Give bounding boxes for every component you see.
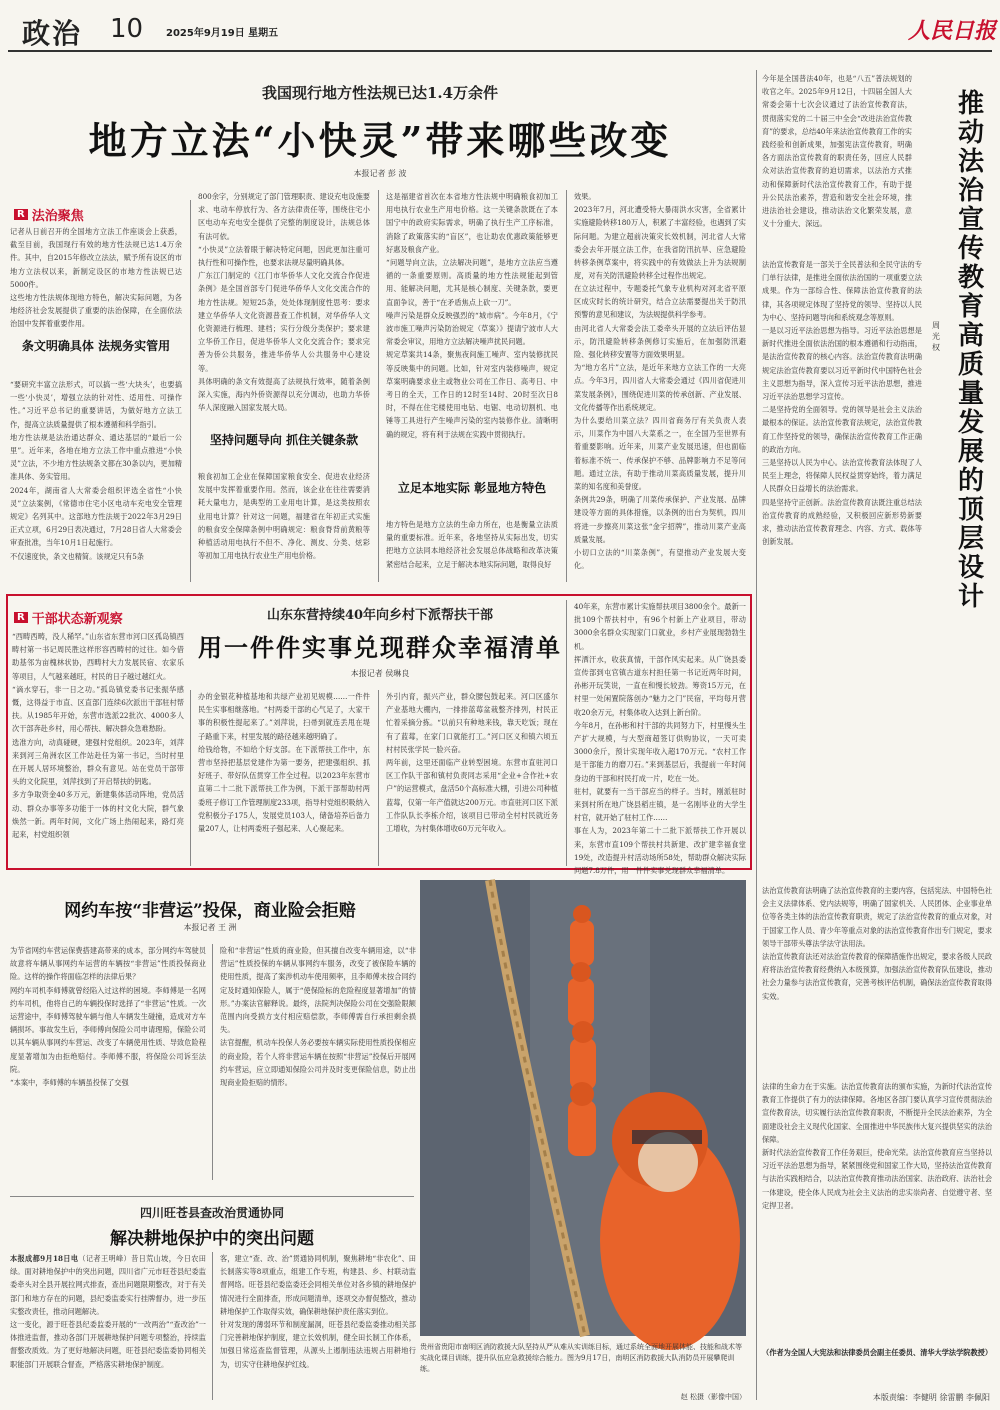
divider (378, 690, 379, 866)
article2-col4-text: 40年来，东营市累计实施帮扶项目3800余个。最新一批109个帮扶村中，有96个村新上产业项目，带动3000余名群众实现家门口就业，乡村产业展现勃勃生机。 挥洒汗水，收获真情，干部作风实起来。从广饶县委宣传部到屯官镇古道东村担任第一书记近两年时间，孙彬开玩笑说，一直在和慢长较劲。筹资15万元，在村里一处闲置院落创办“魅力之门”民宿，平均每月营收20余万元，村集体收入达到上新台阶。 今年8月，在孙彬和村干部的共同努力下，村里慢头生产扩大规模，与大型商超签订供购协议，一天可卖3000余斤，预计实现年收入超170万元。“农村工作是干部能力的磨刀石。”来到基层后，我提前一年时间身边的干部和村民打成一片，吃在一处。 驻村，就要有一当干部应当的样子。当时，刚派驻时来到村所在地广饶县稻庄镇，是一名刚毕业的大学生村官，就开始了驻村工作…… 事在人为，2023年第二十二批下派帮扶工作开展以来，东营市直109个帮扶村共新建、改扩建幸福食堂19处，改造提升村活动场所58处，帮助群众解决实际问题7.8万件，用一件件实事兑现群众幸福清单。 (574, 602, 746, 876)
masthead-logo: 人民日报 (908, 18, 997, 44)
article1-col1-text: 记者从日前召开的全国地方立法工作座谈会上获悉，截至目前，我国现行有效的地方性法规已达1.4万余件。其中，自2015年修改立法法，赋予所有设区的市地方立法权以来，新制定设区的市地方性法规已达5000件。 这些地方性法规体现地方特色，解决实际问题，为各地经济社会发展提供了重要的法治保障，在全面依法治国中发挥着重要作用。 (10, 227, 182, 329)
article2-kicker: 山东东营持续40年向乡村下派帮扶干部 (266, 608, 494, 623)
article4-lead: 本报成都9月18日电 (10, 1254, 79, 1263)
article1-col1b-text: “要研究丰富立法形式，可以搞一些‘大块头’，也要搞一些‘小快灵’，增强立法的针对性、适用性、可操作性。”习近平总书记的重要讲话，为做好地方立法工作，提高立法质量提供了根本遵循和科学指引。 地方性法规是法治通达群众、通达基层的“最后一公里”。近年来，各地在地方立法工作中重点推进“小快灵”立法，不少地方性法规条文都在30条以内，更加精准具体、务实管用。 2024年，湖南省人大常委会组织评选全省性“小快灵”立法案例，《常德市住宅小区电动车充电安全管理规定》名列其中。这部地方性法规于2022年3月29日正式立项，6月29日表决通过，7月28日省人大常委会审查批准，当年10月1日起施行。 不仅速度快，条文也精简。该规定只有5条 (10, 380, 182, 561)
article1-col3b-text: 地方特色是地方立法的生命力所在，也是衡量立法质量的重要标准。近年来，各地坚持从实际出发，切实把地方立法同本地经济社会发展总体战略和改革决策紧密结合起来，立足于解决本地实际问题，取得良好 (386, 520, 558, 569)
page-editors: 本版责编：李健明 徐雷鹏 李佩阳 (872, 1393, 990, 1402)
divider (212, 944, 213, 1180)
sidebar-col2-text: 法治宣传教育是一部关于全民普法和全民守法的专门单行法律，是推进全面依法治国的一项重要立法成果。作为一部综合性、保障法治宣传教育的法律，其各项规定体现了坚持党的领导、坚持以人民为中心、坚持问题导向和系统观念等原则。 一是以习近平法治思想为指导。习近平法治思想是新时代推进全面依法治国的根本遵循和行动指南，是法治宣传教育的核心内容。法治宣传教育法明确规定法治宣传教育要以习近平新时代中国特色社会主义思想为指导，深入宣传习近平法治思想，推进习近平法治思想学习宣传。 二是坚持党的全面领导。党的领导是社会主义法治最根本的保证。法治宣传教育法规定，法治宣传教育工作坚持党的领导，确保法治宣传教育工作正确的政治方向。 三是坚持以人民为中心。法治宣传教育法体现了人民至上理念，将保障人民权益贯穿始终，着力满足人民群众日益增长的法治需求。 四是坚持守正创新。法治宣传教育法既注重总结法治宣传教育的成熟经验，又积极回应新形势新要求，推动法治宣传教育理念、内容、方式、载体等创新发展。 (762, 260, 922, 547)
article4-lead-source: （记者王明峰） (78, 1254, 132, 1263)
article2-byline: 本报记者 侯琳良 (350, 669, 410, 678)
sidebar-title: 推动法治宣传教育高质量发展的顶层设计 (958, 89, 985, 612)
article1-title: 地方立法“小快灵”带来哪些改变 (88, 118, 672, 163)
photo-credit: 赵 松摄（影像中国） (680, 1393, 746, 1401)
section-name: 政治 (22, 17, 83, 50)
article2-column-label: R 干部状态新观察 (14, 608, 123, 627)
article2-col1-text: “西畴西畴，没人稀罕。”山东省东营市河口区孤岛镇西畴村第一书记周民胜这样形容西畴村的过往。如今借助基邻为亩槐林状协，西畴村大力发展民宿、农家乐等项目，人气越来越旺，村民的日子越过越红火。 “滴水穿石，非一日之功。”孤岛镇党委书记张振华感慨，这得益于市直、区直部门连续6次派出干部驻村帮扶。从1985年开始，东营市选派22批次、4000多人次干部奔赴乡村，用心帮扶、解决群众急难愁盼。 选准方向，动真碰硬，建强村党组织。2023年，刘萍来到河三角洲农区工作站赴任为第一书记，当时村里在开展人居环境整治，群众有意见。站在党员干部带头的文化院里，刘萍找到了开启帮扶的钥匙。 多方争取资金40多万元，新建集体活动阵地，党员活动、群众办事等多功能于一体的村文化大院，群气象焕然一新。两年时间，文化广场上热闹起来，路灯亮起来，村党组织领 (12, 632, 184, 840)
divider (212, 1252, 213, 1400)
article1-col4b-text: 在立法过程中，专题委托气象专业机构对河北省平原区成灾时长的统计研究，结合立法需要提出关于防汛预警的意见和建议，为法规提供科学参考。 由河北省人大常委会法工委牵头开展的立法后评估显示，防汛避险转移条例修订实施后，在加强防汛避险、强化转移安置等方面效果明显。 为“地方名片”立法，是近年来地方立法工作的一大亮点。今年3月，四川省人大常委会通过《四川省促进川菜发展条例》，围绕促进川菜的传承创新、产业发展、文化传播等作出系统规定。 为什么要给川菜立法？四川省商务厅有关负责人表示，川菜作为中国八大菜系之一，在全国乃至世界有着重要影响。近年来，川菜产业发展迅速，但也面临着标准不统一、传承保护不够、品牌影响力不足等问题。通过立法，有助于推动川菜高质量发展，提升川菜的知名度和美誉度。 条例共29条，明确了川菜传承保护、产业发展、品牌建设等方面的具体措施，以条例的出台为契机，四川将进一步擦亮川菜这张“金字招牌”，推动川菜产业高质量发展。 小切口立法的“川菜条例”，有望推动产业发展大变化。 (574, 284, 746, 571)
sidebar-col3-text: 法治宣传教育法明确了法治宣传教育的主要内容，包括宪法、中国特色社会主义法律体系、党内法规等，明确了国家机关、人民团体、企业事业单位等各类主体的法治宣传教育职责，规定了法治宣传教育的重点对象，对于国家工作人员、青少年等重点对象的法治宣传教育作出专门规定，要求领导干部带头尊法学法守法用法。 法治宣传教育法还对法治宣传教育的保障措施作出规定，要求各级人民政府将法治宣传教育经费纳入本级预算，加强法治宣传教育队伍建设，推动社会力量参与法治宣传教育，完善考核评估机制，确保法治宣传教育取得实效。 (762, 886, 993, 1001)
sidebar-col1-text: 今年是全国普法40年，也是“八五”普法规划的收官之年。2025年9月12日，十四届全国人大常委会第十七次会议通过了法治宣传教育法，贯彻落实党的二十届三中全会“改进法治宣传教育”的要求，总结40年来法治宣传教育工作的实践经验和创新成果，加强宪法宣传教育，明确各方面法治宣传教育的职责任务，回应人民群众对法治宣传教育的迫切需求，以法治方式推动和保障新时代法治宣传教育工作，有助于提升公民法治素养，营造和谐安全社会环境，推进法治社会建设，推动法治文化繁荣发展，意义十分重大、深远。 (762, 74, 912, 229)
article3-col2-text: 险和“非营运”性质的商业险，但其擅自改变车辆用途，以“非营运”性质投保的车辆从事网约车服务，改变了被保险车辆的使用性质，提高了案涉机动车使用频率，且李师傅未按合同约定及时通知保险人，属于“使保险标的危险程度显著增加”的情形。”办案法官解释说。最终，法院判决保险公司在交强险限额范围内向受损方支付相应赔偿款，李师傅需自行承担剩余损失。 法官提醒，机动车投保人务必要按车辆实际使用性质投保相应的商业险，若个人将非营运车辆在按照“非营运”投保后开展网约车营运，应立即通知保险公司并及时变更保险信息，防止出现商业险拒赔的情形。 (220, 946, 416, 1088)
article4-col1 (10, 1252, 206, 1400)
article4-col2-text: 客，建立“查、改、治”贯通协同机制，聚焦耕地“非农化”、田长制落实等8项重点，组建工作专班，构建县、乡、村联动监督网络。旺苍县纪委监委还会同相关单位对各乡镇的耕地保护情况进行全面排查，形成问题清单，逐项交办督促整改，推动耕地保护工作取得实效，确保耕地保护责任落实到位。 针对发现的薄弱环节和制度漏洞，旺苍县纪委监委推动相关部门完善耕地保护制度，建立长效机制，健全田长制工作体系，加强日常巡查监督管理，从源头上遏制违法违规占用耕地行为，切实守住耕地保护红线。 (220, 1254, 416, 1369)
divider (756, 70, 757, 1400)
column-logo-icon: R (14, 209, 28, 220)
article1-byline: 本报记者 彭 波 (353, 169, 407, 178)
article1-col2b-text: 粮食初加工企业在保障国家粮食安全、促进农业经济发展中发挥着重要作用。然而，该企业在往往需要消耗大量电力，是典型的工业用电计算，是这类按照农业用电计算？针对这一问题，福建省在年初正式实施的粮食安全保障条例中明确规定：粮食脊背前黄粮等种植活动用电执行不但不、净化、测皮、分类、炫彩等初加工用电执行农业生产用电价格。 (198, 472, 370, 561)
article1-col3-text: 这是福建省首次在本省地方性法规中明确粮食初加工用电执行农业生产用电价格。这一关键条款既在了本国宁中的政府实际需求，明确了执行生产工序标准，消除了政策落实的“盲区”，也让助农优惠政策能够更好惠及粮食产业。 “问题导向立法，立法解决问题”，是地方立法应当遵循的一条重要原则。高质量的地方性法规能起到管用、能解决问题，尤其是核心制度、关键条款，要更直面争议，善于“在矛盾焦点上砍一刀”。 噪声污染是群众反映强烈的“城市病”。今年8月，《宁波市施工噪声污染防治规定（草案）》提请宁波市人大常委会审议，用地方立法解决噪声扰民问题。 规定草案共14条，聚焦夜间施工噪声、室内装修扰民等反映集中的问题。比如，针对室内装修噪声，规定草案明确要求业主或物业公司在工作日、高考日、中考日的全天，工作日的12时至14时、20时至次日8时，不得在住宅楼使用电钻、电锯、电动切割机、电锤等工具进行产生噪声污染的室内装修作业。清晰明确的规定，将有利于法规在实践中贯彻执行。 (386, 192, 558, 439)
column-logo-icon: R (14, 612, 28, 623)
article3-title: 网约车按“非营运”投保，商业险会拒赔 (64, 901, 356, 921)
article1-kicker: 我国现行地方性法规已达1.4万余件 (261, 84, 499, 102)
sidebar-author: 周光权 (932, 321, 940, 352)
photo-caption: 贵州省贵阳市南明区消防救援大队坚持从严从难从实训练目标，通过系统全面地开展体能、技能和战术等实战化课目训练，提升队伍应急救援综合能力。图为9月17日，南明区消防救援大队消防员开展攀爬训练。 (420, 1343, 742, 1373)
article1-subhead3: 立足本地实际 彰显地方特色 (397, 481, 547, 495)
divider (190, 690, 191, 866)
divider (378, 190, 379, 582)
article2-title: 用一件件实事兑现群众幸福清单 (198, 633, 562, 662)
article1-col4-text: 效果。 2023年7月，河北遭受特大暴雨洪水灾害，全省累计实施避险转移180万人，积累了丰富经验，也遇到了实际问题。为建立超前决策灾长效机制，河北省人大常委会去年开展立法工作，在我省防汛抗旱、应急避险转移条例草案中，将实践中的有效做法上升为法规制度，对有关防汛避险转移全过程作出规定。 (574, 192, 746, 281)
divider (566, 190, 567, 582)
article4-title: 解决耕地保护中的突出问题 (110, 1229, 314, 1249)
article4-kicker: 四川旺苍县查改治贯通协同 (139, 1206, 284, 1220)
news-photo (420, 880, 746, 1336)
article1-col2-text: 800余字，分别规定了部门管理职责、建设充电设施要求、电动车停放行为、各方法律责任等，围绕住宅小区电动车充电安全提供了完整的制度设计，法规总体有法可依。 “小快灵”立法着眼于解决特定问题，因此更加注重可执行性和可操作性，也要求法规尽量明确具体。 广东江门制定的《江门市华侨华人文化交流合作促进条例》是全国首部专门促进华侨华人文化交流合作的地方性法规。短短25条，处处体现制度性思考：要求建立华侨华人文化资源普查工作机制，对华侨华人文化资源进行梳理、建档；实行分级分类保护；要求建立华侨工作日，促进华侨华人文化交流合作；要求完善为侨公共服务，推进华侨华人公共服务中心建设等。 具体明确的条文有效提高了法规执行效率，随着条例深入实施，海内外侨资源得以充分调动，也助力华侨华人深度融入国家发展大局。 (198, 192, 370, 413)
article1-subhead2: 坚持问题导向 抓住关键条款 (209, 433, 359, 447)
firefighter-photo (420, 880, 746, 1336)
divider (190, 200, 191, 582)
article3-byline: 本报记者 王 洲 (183, 923, 237, 932)
article1-subhead1: 条文明确具体 法规务实管用 (21, 339, 171, 353)
divider (10, 1196, 414, 1197)
article1-column-label: R 法治聚焦 (14, 205, 84, 224)
article3-col1-text: 为节省网约车营运保费搭建高带来的成本，部分网约车驾驶员故意将车辆从事网约车运营的车辆按“非营运”性质投保商业险。这样的操作将面临怎样的法律后果？ 网约车司机李师傅就曾经陷入过这样的困境。李师傅是一名网约车司机，他将自己的车辆投保时选择了“非营运”性质。一次运营途中，李师傅驾驶车辆与他人车辆发生碰撞，造成对方车辆损坏。事故发生后，李师傅向保险公司申请理赔，保险公司以其车辆从事网约车营运、改变了车辆使用性质、导致危险程度显著增加为由拒绝赔付。李师傅不服，将保险公司诉至法院。 “本案中，李师傅的车辆虽投保了交强 (10, 946, 206, 1088)
article4-col1-text: 昔日荒山坡，今日农田绿。面对耕地保护中的突出问题，四川省广元市旺苍县纪委监委牵头对全县开展拉网式排查，查出问题限期整改，对于有关部门和地方存在的问题，县纪委监委实行挂牌督办，进一步压实整改责任，推动问题解决。 这一变化，源于旺苍县纪委监委开展的“一改两治”“查改治”一体推进监督，推动各部门开展耕地保护问题专项整治，持续监督整改质效。为了更好地解决问题，旺苍县纪委监委协同相关职能部门开展联合督查，严格落实耕地保护制度。 (10, 1254, 206, 1369)
page-number: 10 (110, 14, 144, 44)
page-header (8, 8, 992, 52)
sidebar-col4-text: 法律的生命力在于实施。法治宣传教育法的颁布实施，为新时代法治宣传教育工作提供了有力的法律保障。各地区各部门要认真学习宣传贯彻法治宣传教育法，切实履行法治宣传教育职责，不断提升全民法治素养，为全面建设社会主义现代化国家、全面推进中华民族伟大复兴提供坚实的法治保障。 新时代法治宣传教育工作任务艰巨，使命光荣。法治宣传教育应当坚持以习近平法治思想为指导，紧紧围绕党和国家工作大局，坚持法治宣传教育与法治实践相结合，以法治宣传教育推动法治国家、法治政府、法治社会一体建设，使全体人民成为社会主义法治的忠实崇尚者、自觉遵守者、坚定捍卫者。 (762, 1082, 993, 1210)
sidebar-author-note: （作者为全国人大宪法和法律委员会副主任委员、清华大学法学院教授） (762, 1348, 993, 1357)
issue-date: 2025年9月19日 星期五 (166, 28, 279, 39)
article2-col3-text: 外引内育，振兴产业，群众腰包鼓起来。河口区盛尔产业基地大棚内，一排排蓝莓盆栽整齐排列，村民正忙着采摘分拣。“以前只有种地来钱，靠天吃饭；现在有了蓝莓，在家门口就能打工。”河口区义和镇六顷五村村民张学民一脸兴奋。 两年前，这里还面临产业转型困境。东营市直驻河口区工作队干部和镇村负责同志采用“企业+合作社+农户”的运营模式，盘活50个高标准大棚，引进公司种植蓝莓，仅第一年产值就达200万元。市直驻河口区下派工作队队长李栋介绍，该项目已带动全村村民就近务工增收，为村集体增收60万元年收入。 (386, 692, 558, 834)
article2-col2-text: 办的金银花种植基地和共绿产业初见规模……一件件民生实事相继落地。“村两委干部的心气足了，大家干事的积极性提起来了。”刘萍说，扫帚到就连丢甩在堤子路重下来，村里发展的路径越来越明确了。 给钱给物，不如给个好支部。在下派帮扶工作中，东营市坚持把基层党建作为第一要务，把建强组织、抓好班子、带好队伍贯穿工作全过程。以2023年东营市直第二十二批下派帮扶工作为例，下派干部帮助村两委班子修订工作管理制度233项，指导村党组织吸纳入党积极分子175人，发展党员103人，储备培养后备力量207人，让村两委班子强起来、人心聚起来。 (198, 692, 370, 834)
divider (566, 600, 567, 866)
